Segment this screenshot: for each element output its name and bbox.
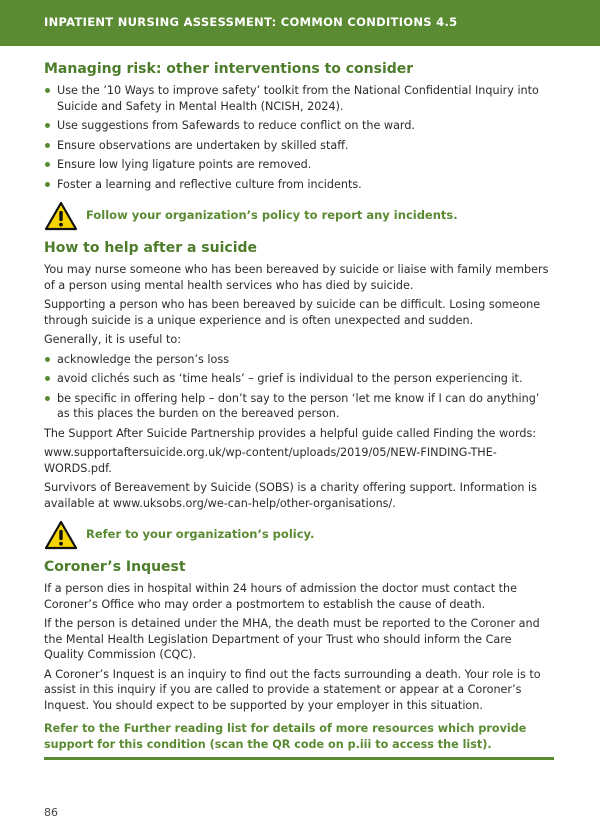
section-heading-coroners-inquest: Coroner’s Inquest (44, 559, 186, 575)
warning-callout-policy (44, 520, 554, 550)
paragraph: You may nurse someone who has been bereaved by suicide or liaise with family members of a person using mental health services who has died by suicide. (44, 263, 549, 292)
list-item: avoid clichés such as ‘time heals’ – grief is individual to the person experiencing it. (44, 371, 554, 387)
page-content (44, 60, 554, 764)
warning-text: Refer to your organization’s policy. (86, 527, 315, 542)
section-heading-managing-risk: Managing risk: other interventions to consider (44, 61, 414, 77)
paragraph: If the person is detained under the MHA, the death must be reported to the Coroner and the Mental Health Legislation Department of your Trust who should inform the Care Quality Commission (CQC). (44, 617, 540, 661)
list-item: Foster a learning and reflective culture from incidents. (44, 177, 554, 193)
link-text: www.supportaftersuicide.org.uk/wp-content/uploads/2019/05/NEW-FINDING-THE-WORDS.pdf. (44, 446, 497, 475)
list-item: Ensure low lying ligature points are removed. (44, 157, 554, 173)
list-item: Use the ’10 Ways to improve safety’ toolkit from the National Confidential Inquiry into Suicide and Safety in Mental Health (NCISH, 2024). (44, 83, 554, 114)
warning-triangle-icon (44, 201, 78, 231)
paragraph: A Coroner’s Inquest is an inquiry to find out the facts surrounding a death. Your role is to assist in this inquiry if you are called to provide a statement or appear at a Coroner’s Inquest. You should expect to be supported by your employer in this situation. (44, 667, 541, 712)
list-item: Ensure observations are undertaken by skilled staff. (44, 138, 554, 154)
managing-risk-list (44, 83, 554, 192)
paragraph: Survivors of Bereavement by Suicide (SOBS) is a charity offering support. Information is available at www.uksobs.org/we-can-help/other-organisations/. (44, 481, 537, 510)
further-reading-note: Refer to the Further reading list for details of more resources which provide support for this condition (scan the QR code on p.iii to access the list). (44, 721, 554, 760)
paragraph: If a person dies in hospital within 24 hours of admission the doctor must contact the Coroner’s Office who may order a postmortem to establish the cause of death. (44, 582, 518, 611)
paragraph: Generally, it is useful to: (44, 333, 181, 346)
list-item: Use suggestions from Safewards to reduce conflict on the ward. (44, 118, 554, 134)
paragraph: The Support After Suicide Partnership provides a helpful guide called Finding the words: (44, 426, 537, 440)
warning-triangle-icon (44, 520, 78, 550)
header-title: INPATIENT NURSING ASSESSMENT: COMMON CONDITIONS 4.5 (44, 15, 458, 29)
warning-text: Follow your organization’s policy to report any incidents. (86, 208, 458, 223)
section-heading-after-suicide: How to help after a suicide (44, 240, 258, 256)
after-suicide-list (44, 352, 554, 422)
page-number: 86 (44, 806, 58, 819)
paragraph: Supporting a person who has been bereaved by suicide can be difficult. Losing someone through suicide is a unique experience and is often unexpected and sudden. (44, 298, 541, 327)
page-header (0, 0, 600, 46)
list-item: be specific in offering help – don’t say to the person ‘let me know if I can do anything’ as this places the burden on the bereaved person. (44, 391, 554, 422)
warning-callout-incidents (44, 201, 554, 231)
list-item: acknowledge the person’s loss (44, 352, 554, 368)
